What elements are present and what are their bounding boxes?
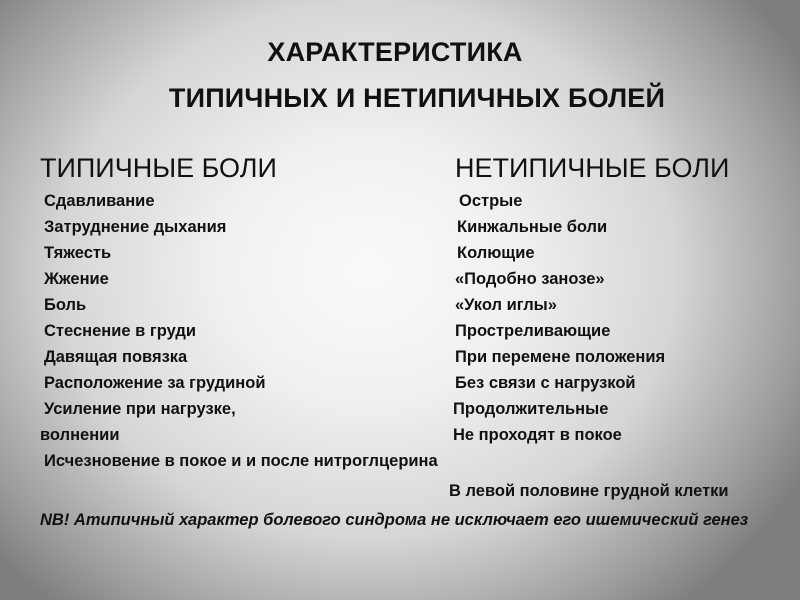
typical-item bbox=[40, 373, 265, 393]
atypical-item bbox=[449, 399, 608, 419]
atypical-item-text: При перемене положения bbox=[455, 348, 666, 366]
atypical-item bbox=[451, 295, 557, 315]
typical-item-text: Жжение bbox=[44, 270, 109, 288]
atypical-item-text: Кинжальные боли bbox=[457, 218, 608, 236]
atypical-item bbox=[451, 373, 636, 393]
typical-item-text: Усиление при нагрузке, bbox=[44, 400, 236, 418]
atypical-item bbox=[455, 191, 522, 211]
typical-item-text: Исчезновение в покое и и после нитроглцерина bbox=[44, 452, 438, 470]
typical-item bbox=[40, 269, 109, 289]
atypical-item-text: Острые bbox=[459, 192, 523, 210]
typical-item bbox=[40, 243, 111, 263]
typical-item-text: Затруднение дыхания bbox=[44, 218, 227, 236]
atypical-item-text: Без связи с нагрузкой bbox=[455, 374, 636, 392]
atypical-item-text: «Укол иглы» bbox=[455, 296, 557, 314]
atypical-item bbox=[451, 321, 610, 341]
atypical-item-text: «Подобно занозе» bbox=[455, 270, 605, 288]
slide-title-line-1: ХАРАКТЕРИСТИКА bbox=[267, 37, 523, 67]
typical-item bbox=[40, 321, 196, 341]
typical-item bbox=[40, 347, 187, 367]
typical-item bbox=[40, 295, 86, 315]
nb-footnote: NB! Атипичный характер болевого синдрома не исключает его ишемический генез bbox=[40, 511, 749, 529]
typical-item-text: Тяжесть bbox=[44, 244, 112, 262]
typical-pain-header: ТИПИЧНЫЕ БОЛИ bbox=[40, 153, 277, 183]
atypical-item-text: Не проходят в покое bbox=[453, 426, 622, 444]
typical-item-text: волнении bbox=[40, 426, 120, 444]
typical-item bbox=[40, 451, 438, 471]
atypical-item bbox=[453, 243, 535, 263]
atypical-item-text: Колющие bbox=[457, 244, 535, 262]
atypical-item-text: Продолжительные bbox=[453, 400, 609, 418]
typical-item-text: Боль bbox=[44, 296, 87, 314]
typical-item-continued bbox=[40, 425, 119, 445]
typical-item-text: Расположение за грудиной bbox=[44, 374, 266, 392]
atypical-pain-header: НЕТИПИЧНЫЕ БОЛИ bbox=[455, 153, 730, 183]
atypical-item bbox=[451, 347, 665, 367]
atypical-item-text: Простреливающие bbox=[455, 322, 611, 340]
typical-item-text: Сдавливание bbox=[44, 192, 155, 210]
atypical-item bbox=[451, 269, 605, 289]
atypical-item bbox=[445, 481, 729, 501]
atypical-item bbox=[453, 217, 607, 237]
typical-item bbox=[40, 191, 155, 211]
typical-item bbox=[40, 399, 236, 419]
atypical-item bbox=[449, 425, 622, 445]
typical-item-text: Давящая повязка bbox=[44, 348, 188, 366]
typical-item-text: Стеснение в груди bbox=[44, 322, 196, 340]
slide-title-line-2: ТИПИЧНЫХ И НЕТИПИЧНЫХ БОЛЕЙ bbox=[168, 83, 666, 113]
atypical-item-text: В левой половине грудной клетки bbox=[449, 482, 729, 500]
typical-item bbox=[40, 217, 226, 237]
